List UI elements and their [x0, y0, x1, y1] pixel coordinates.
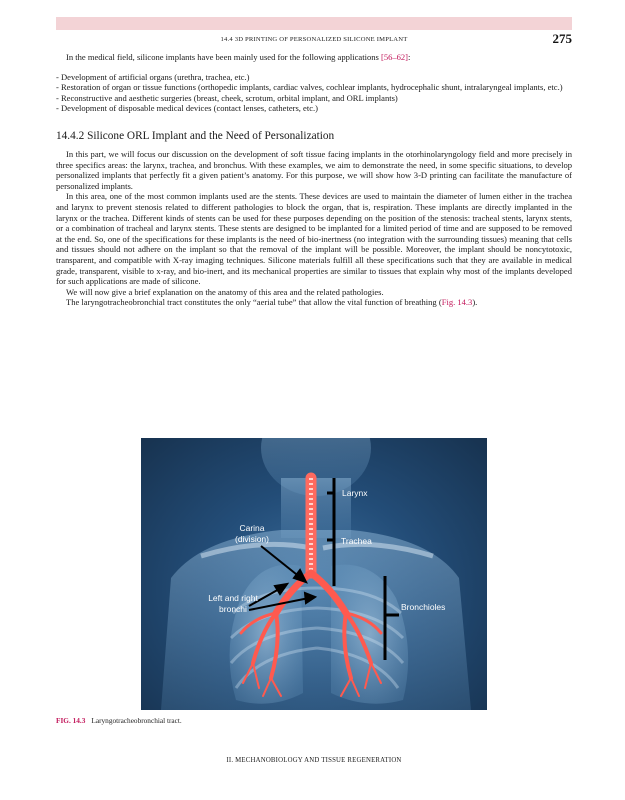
header-band	[56, 17, 572, 30]
page-body	[56, 52, 572, 308]
label-bronchi-sub: bronchi	[219, 604, 247, 614]
figure-number: FIG. 14.3	[56, 716, 86, 725]
page-footer: II. MECHANOBIOLOGY AND TISSUE REGENERATION	[226, 757, 402, 764]
intro-paragraph: In the medical field, silicone implants have been mainly used for the following applications [56–62]:	[66, 52, 411, 62]
citation-link[interactable]: [56–62]	[380, 52, 409, 62]
label-bronchioles: Bronchioles	[401, 602, 446, 612]
figure-reference-link[interactable]: Fig. 14.3	[441, 297, 473, 308]
figure-caption-text: Laryngotracheobronchial tract.	[91, 716, 182, 725]
list-item: - Development of disposable medical devices (contact lenses, catheters, etc.)	[56, 103, 318, 114]
section-heading: 14.4.2 Silicone ORL Implant and the Need of Personalization	[56, 129, 335, 142]
running-head: 14.4 3D PRINTING OF PERSONALIZED SILICONE IMPLANT	[220, 36, 408, 43]
label-trachea: Trachea	[341, 536, 372, 546]
list-item: - Restoration of organ or tissue functions (orthopedic implants, cardiac valves, cochlear implants, hydrocephalic shunt, intralaryngeal implants, etc.)	[56, 82, 563, 93]
figure-caption	[56, 716, 182, 725]
figure-illustration	[141, 438, 487, 710]
list-item: - Reconstructive and aesthetic surgeries (breast, cheek, scrotum, orbital implant, and ORL implants)	[56, 92, 398, 103]
body-paragraph: We will now give a brief explanation on the anatomy of this area and the related pathologies.	[66, 286, 384, 297]
applications-list	[56, 72, 572, 114]
body-paragraph: The laryngotracheobronchial tract constitutes the only “aerial tube” that allow the vital function of breathing (Fig. 14.3).	[66, 297, 478, 308]
list-item: - Development of artificial organs (urethra, trachea, etc.)	[56, 71, 250, 82]
body-paragraph: In this area, one of the most common implants used are the stents. These devices are used to maintain the diameter of lumen either in the trachea and larynx to prevent stenosis related to different pathologies to block the organ, that is, respiration. These implants are directly implanted in the larynx or the trachea. Different kinds of stents can be used for these purposes depending on the position of the stenosis: tracheal stents, larynx stents, or a combination of tracheal and larynx stents. These stents are designed to be implanted for a limited period of time and are supposed to be removed at the end. So, one of the specifications for these implants is the need of bio-inertness (no integration with the surrounding tissues) meaning that cells and tissues should not adhere on the implant so that the removal of the implant will be possible. Moreover, the implant should be noncytotoxic, transparent, and compatible with X-ray imaging techniques. Silicone materials fulfill all these specifications such that they are available in medical grade, transparent, visible to x-ray, and bio-inert, and its mechanical properties are similar to tissues that explain why most of the implants developed for such applications are made of silicone.	[56, 191, 572, 287]
label-carina-sub: (division)	[234, 534, 270, 544]
label-carina: Carina	[239, 523, 265, 533]
page-number: 275	[552, 31, 572, 46]
anatomy-svg	[141, 438, 487, 710]
body-paragraph: In this part, we will focus our discussion on the development of soft tissue facing implants in the otorhinolaryngology field and more precisely in three specifics areas: the larynx, trachea, and bronchus. With these examples, we aim to demonstrate the need, in some specific situations, to develop personalized implants that perfectly fit a given patient’s anatomy. For this purpose, we will show how 3-D printing can facilitate the manufacture of personalized implants.	[56, 148, 572, 191]
label-larynx: Larynx	[342, 488, 368, 498]
label-bronchi: Left and right	[208, 593, 258, 603]
